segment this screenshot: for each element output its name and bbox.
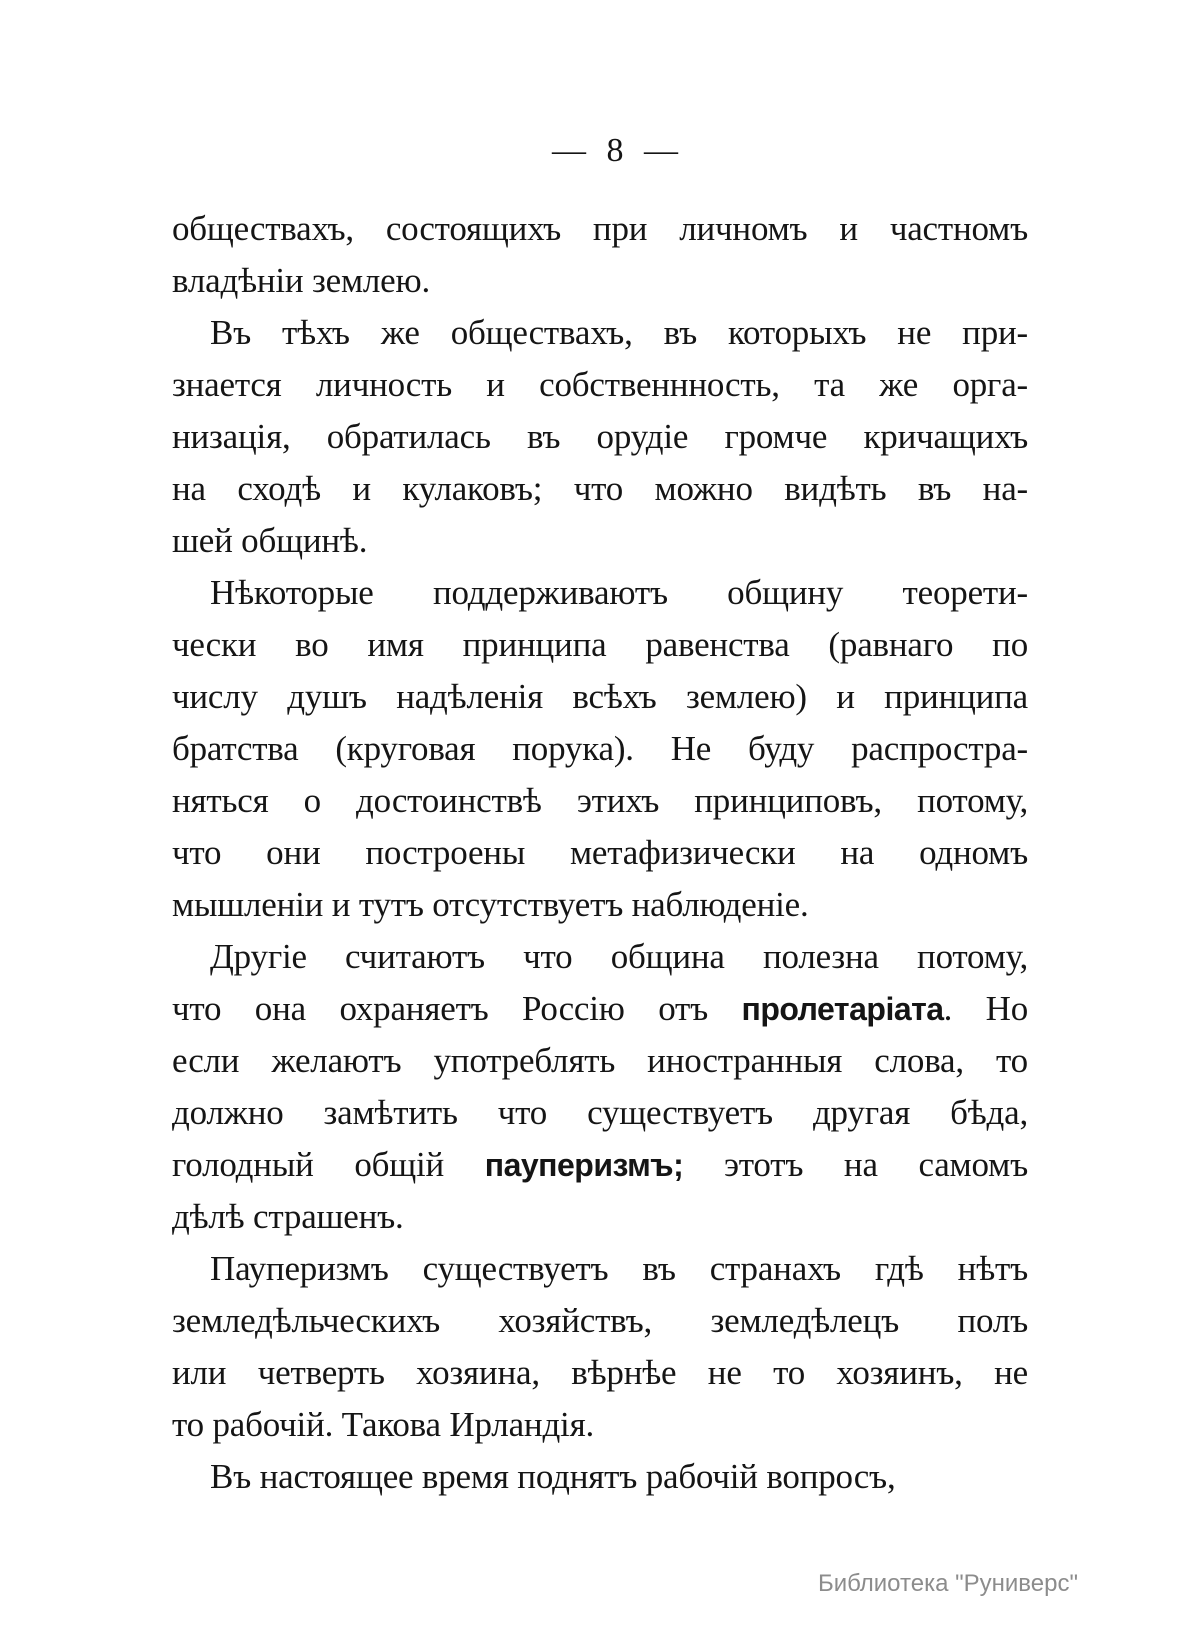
text-segment: дѣлѣ страшенъ.	[172, 1197, 404, 1236]
text-segment: братства (круговая порука). Не буду распростра-	[172, 729, 1028, 768]
text-line	[172, 255, 1028, 307]
text-line	[172, 1451, 1028, 1503]
text-segment: этотъ на самомъ	[683, 1145, 1028, 1184]
text-segment: обществахъ, состоящихъ при личномъ и частномъ	[172, 209, 1028, 248]
text-segment: земледѣльческихъ хозяйствъ, земледѣлецъ полъ	[172, 1301, 1028, 1340]
text-line	[172, 775, 1028, 827]
text-line	[172, 515, 1028, 567]
text-line	[172, 931, 1028, 983]
text-segment: что она охраняетъ Россію отъ	[172, 989, 742, 1028]
text-segment: на сходѣ и кулаковъ; что можно видѣть въ на-	[172, 469, 1028, 508]
text-block	[172, 203, 1028, 1503]
text-segment: владѣніи землею.	[172, 261, 431, 300]
text-segment: что они построены метафизически на одномъ	[172, 833, 1028, 872]
text-line	[172, 1399, 1028, 1451]
text-segment: голодный общій	[172, 1145, 485, 1184]
text-segment: знается личность и собственнность, та же орга-	[172, 365, 1028, 404]
text-line	[172, 1139, 1028, 1191]
text-segment: . Но	[943, 989, 1028, 1028]
text-segment: Пауперизмъ существуетъ въ странахъ гдѣ нѣтъ	[210, 1249, 1028, 1288]
text-line	[172, 723, 1028, 775]
text-line	[172, 1191, 1028, 1243]
text-line	[172, 1243, 1028, 1295]
bold-term: пролетаріата	[741, 991, 944, 1027]
bold-term: пауперизмъ;	[484, 1147, 684, 1183]
text-segment: низація, обратилась въ орудіе громче кричащихъ	[172, 417, 1028, 456]
page-number: — 8 —	[552, 132, 684, 169]
text-segment: Другіе считаютъ что община полезна потому,	[210, 937, 1028, 976]
text-line	[172, 671, 1028, 723]
text-line	[172, 827, 1028, 879]
text-segment: мышленіи и тутъ отсутствуетъ наблюденіе.	[172, 885, 809, 924]
text-segment: Въ тѣхъ же обществахъ, въ которыхъ не при-	[210, 313, 1028, 352]
text-line	[172, 307, 1028, 359]
text-line	[172, 879, 1028, 931]
text-segment: если желаютъ употреблять иностранныя слова, то	[172, 1041, 1028, 1080]
text-line	[172, 1347, 1028, 1399]
text-line	[172, 1295, 1028, 1347]
text-segment: числу душъ надѣленія всѣхъ землею) и принципа	[172, 677, 1028, 716]
text-segment: то рабочій. Такова Ирландія.	[172, 1405, 595, 1444]
text-segment: или четверть хозяина, вѣрнѣе не то хозяинъ, не	[172, 1353, 1028, 1392]
text-line	[172, 983, 1028, 1035]
text-line	[172, 619, 1028, 671]
library-watermark: Библиотека "Руниверс"	[817, 1570, 1078, 1597]
text-line	[172, 1087, 1028, 1139]
text-line	[172, 463, 1028, 515]
text-line	[172, 1035, 1028, 1087]
text-line	[172, 567, 1028, 619]
text-segment: должно замѣтить что существуетъ другая бѣда,	[172, 1093, 1028, 1132]
text-line	[172, 411, 1028, 463]
text-segment: чески во имя принципа равенства (равнаго по	[172, 625, 1028, 664]
text-line	[172, 203, 1028, 255]
text-segment: няться о достоинствѣ этихъ принциповъ, потому,	[172, 781, 1028, 820]
text-segment: Нѣкоторые поддерживаютъ общину теорети-	[210, 573, 1028, 612]
text-segment: шей общинѣ.	[172, 521, 368, 560]
text-segment: Въ настоящее время поднятъ рабочій вопросъ,	[210, 1457, 896, 1496]
text-line	[172, 359, 1028, 411]
